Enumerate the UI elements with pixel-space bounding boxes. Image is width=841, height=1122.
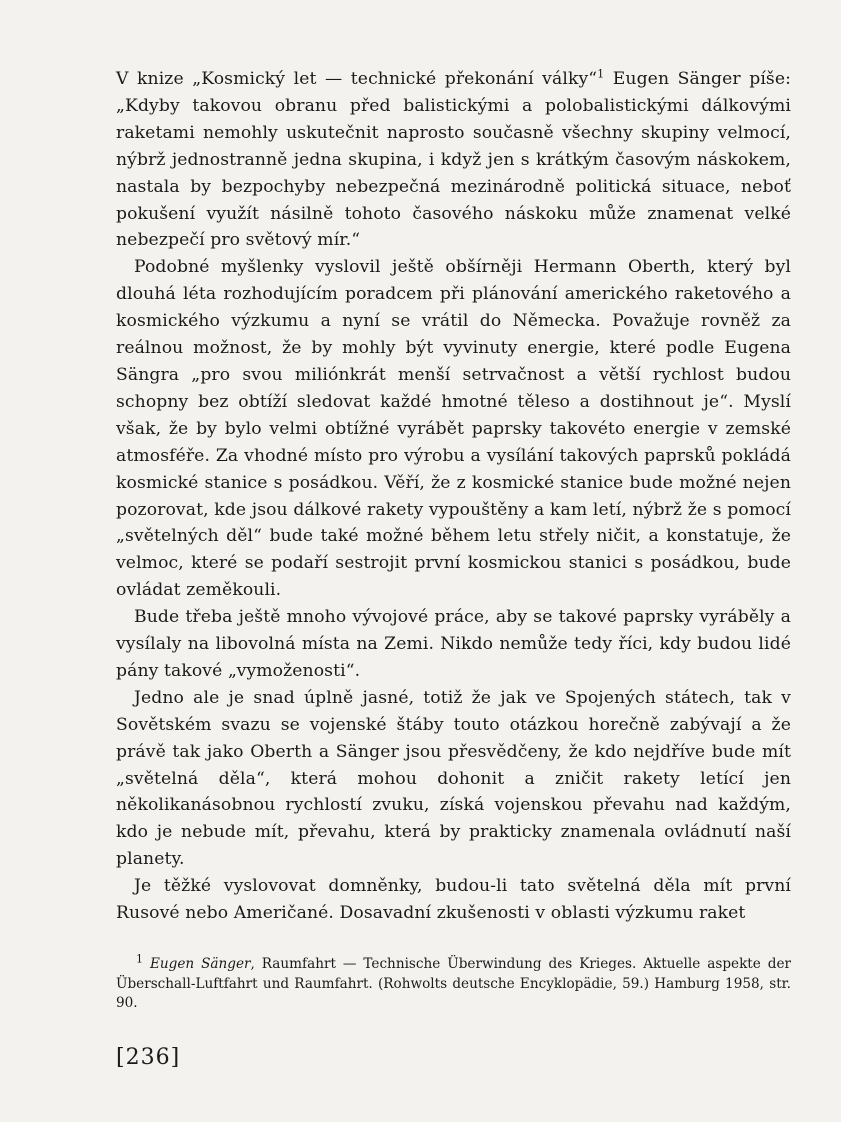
paragraph-5: Je těžké vyslovovat domněnky, budou-li tato světelná děla mít první Rusové nebo Američané. Dosavadní zkušenosti v oblasti výzkumu raket bbox=[116, 876, 791, 924]
paragraph-3: Bude třeba ještě mnoho vývojové práce, aby se takové paprsky vyráběly a vysílaly na libovolná místa na Zemi. Nikdo nemůže tedy říci, kdy budou lidé pány takové „vymoženosti“. bbox=[116, 607, 791, 681]
paragraph-2: Podobné myšlenky vyslovil ještě obšírněji Hermann Oberth, který byl dlouhá léta rozhodujícím poradcem při plánování amerického raketového a kosmického výzkumu a nyní se vrátil do Německa. Považuje rovněž za reálnou možnost, že by mohly být vyvinuty energie, které podle Eugena Sängra „pro svou miliónkrát menší setrvačnost a větší rychlost budou schopny bez obtíží sledovat každé hmotné těleso a dostihnout je“. Myslí však, že by bylo velmi obtížné vyrábět paprsky takovéto energie v zemské atmosféře. Za vhodné místo pro výrobu a vysílání takových paprsků pokládá kosmické stanice s posádkou. Věří, že z kosmické stanice bude možné nejen pozorovat, kde jsou dálkové rakety vypouštěny a kam letí, nýbrž že s pomocí „světelných děl“ bude také možné během letu střely ničit, a konstatuje, že velmoc, které se podaří sestrojit první kosmickou stanici s posádkou, bude ovládat zeměkouli. bbox=[116, 257, 791, 601]
paragraph-1 bbox=[116, 66, 791, 254]
page-number: [236] bbox=[116, 1045, 181, 1070]
footnote bbox=[116, 952, 791, 1014]
footnote-author: Eugen Sänger bbox=[149, 956, 251, 972]
paragraph-1-rest: Eugen Sänger píše: „Kdyby takovou obranu před balistickými a polobalistickými dálkovými raketami nemohly uskutečnit naprosto současně všechny skupiny velmocí, nýbrž jednostranně jedna skupina, i když jen s krátkým časovým náskokem, nastala by bezpochyby nebezpečná mezinárodně politická situace, neboť pokušení využít násilně tohoto časového náskoku může znamenat velké nebezpečí pro světový mír.“ bbox=[116, 69, 791, 251]
page-body bbox=[116, 66, 791, 1014]
footnote-number: 1 bbox=[136, 952, 143, 966]
footnote-text: , Raumfahrt — Technische Überwindung des Krieges. Aktuelle aspekte der Überschall-Luftfahrt und Raumfahrt. (Rohwolts deutsche Encyklopädie, 59.) Hamburg 1958, str. 90. bbox=[116, 956, 791, 1011]
paragraph-4: Jedno ale je snad úplně jasné, totiž že jak ve Spojených státech, tak v Sovětském svazu se vojenské štáby touto otázkou horečně zabývají a že právě tak jako Oberth a Sänger jsou přesvědčeny, že kdo nejdříve bude mít „světelná děla“, která mohou dohonit a zničit rakety letící jen několikanásobnou rychlostí zvuku, získá vojenskou převahu nad každým, kdo je nebude mít, převahu, která by prakticky znamenala ovládnutí naší planety. bbox=[116, 687, 791, 870]
footnote-ref[interactable]: 1 bbox=[597, 67, 605, 81]
paragraph-1-text: V knize „Kosmický let — technické překonání války“ bbox=[116, 69, 598, 89]
